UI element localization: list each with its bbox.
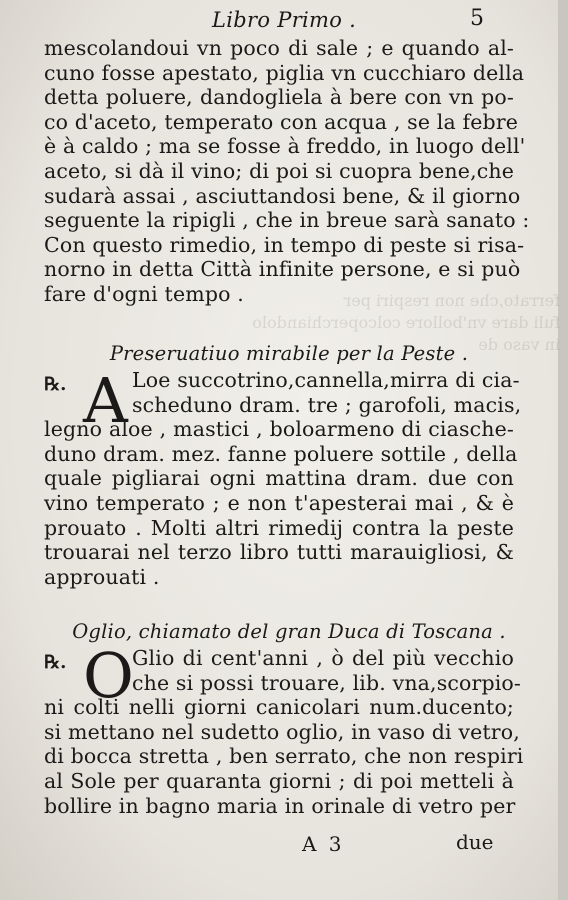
text-line: ni colti nelli giorni canicolari num.ducento; (44, 695, 514, 720)
text-line: che si possi trouare, lib. vna,scorpio- (132, 670, 522, 695)
text-line: scheduno dram. tre ; garofoli, macis, (132, 392, 522, 417)
recipe-mark: ℞. (44, 374, 67, 395)
text-line: co d'aceto, temperato con acqua , se la febre (44, 109, 519, 134)
text-line: vino temperato ; e non t'apesterai mai , & è (44, 490, 514, 515)
catchword: due (456, 830, 494, 854)
text-line: è à caldo ; ma se fosse à freddo, in luogo dell' (44, 134, 526, 159)
text-line: si mettano nel sudetto oglio, in vaso di vetro, (44, 719, 520, 744)
signature-mark: A 3 (302, 832, 345, 856)
recipe-mark: ℞. (44, 652, 67, 673)
text-line: aceto, si dà il vino; di poi si cuopra bene,che (44, 158, 514, 183)
drop-cap-letter: O (83, 639, 134, 712)
running-head: Libro Primo . (212, 8, 357, 32)
text-line: seguente la ripigli , che in breue sarà sanato : (44, 208, 530, 233)
text-line: fare d'ogni tempo . (44, 281, 244, 306)
text-line: trouarai nel terzo libro tutti marauigliosi, & (44, 540, 514, 565)
text-line: Loe succotrino,cannella,mirra di cia- (132, 368, 520, 392)
section-heading-grand-duke-oil: Oglio, chiamato del gran Duca di Toscana . (72, 620, 506, 643)
oil-recipe-paragraph (44, 639, 524, 818)
plague-remedy-paragraph (44, 364, 522, 589)
text-line: di bocca stretta , ben serrato, che non respiri (44, 744, 524, 769)
text-line: Con questo rimedio, in tempo di peste si risa- (44, 232, 525, 257)
drop-cap-letter: A (83, 364, 128, 437)
text-line: duno dram. mez. fanne poluere sottile , della (44, 441, 518, 466)
text-line: legno aloe , mastici , boloarmeno di ciasche- (44, 417, 514, 442)
text-line: quale pigliarai ogni mattina dram. due con (44, 466, 514, 491)
text-line: norno in detta Città infinite persone, e si può (44, 257, 521, 282)
text-line: Glio di cent'anni , ò del più vecchio (132, 646, 514, 670)
text-line: detta poluere, dandogliela à bere con vn po- (44, 85, 514, 110)
page-header (0, 8, 558, 38)
text-line: approuati . (44, 564, 160, 589)
text-line: cuno fosse apestato, piglia vn cucchiaro della (44, 60, 525, 85)
text-line: sudarà assai , asciuttandosi bene, & il giorno (44, 183, 521, 208)
text-line: al Sole per quaranta giorni ; di poi metteli à (44, 768, 514, 793)
page-number: 5 (470, 6, 484, 31)
text-line: mescolandoui vn poco di sale ; e quando al- (44, 36, 514, 60)
text-line: bollire in bagno maria in orinale di vetro per (44, 793, 516, 818)
show-through-texture: ferrato,che non respiri per fuli dare vn'bollore colcoperchiandolo in vaso de (252, 291, 560, 354)
text-line: prouato . Molti altri rimedij contra la peste (44, 515, 514, 540)
section-heading-plague-preservative: Preseruatiuo mirabile per la Peste . (109, 342, 469, 365)
opening-paragraph (44, 36, 530, 307)
